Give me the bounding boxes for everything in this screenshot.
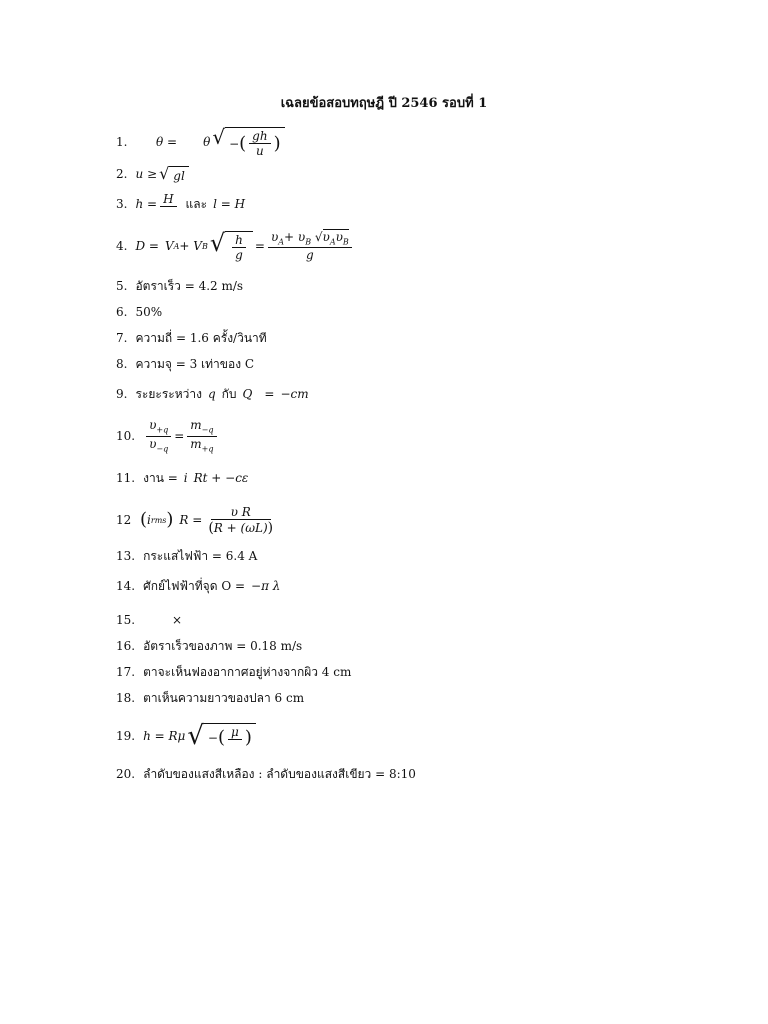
math-expression: gl xyxy=(169,166,189,183)
text: กับ xyxy=(221,386,237,401)
math-expression: h = Rμ xyxy=(143,729,186,743)
math-expression: −cm xyxy=(280,387,309,401)
item-number: 4. xyxy=(116,239,128,253)
denominator: u xyxy=(256,144,264,158)
answer-5 xyxy=(116,276,243,296)
denominator: (R + (ωL)) xyxy=(208,519,274,536)
subscript: +q xyxy=(156,425,169,435)
denominator: g xyxy=(306,248,314,263)
item-number: 7. xyxy=(116,331,128,345)
answer-17 xyxy=(116,662,351,682)
answer-text: ตาจะเห็นฟองอากาศอยู่ห่างจากผิว 4 cm xyxy=(143,664,352,679)
item-number: 8. xyxy=(116,357,128,371)
square-root: √ − ( μ ) xyxy=(187,723,256,749)
math-expression: Rt + −cε xyxy=(193,471,249,485)
math-expression: υ xyxy=(322,229,330,244)
item-number: 5. xyxy=(116,279,128,293)
answer-text: กระแสไฟฟ้า = 6.4 A xyxy=(143,548,258,563)
answer-20 xyxy=(116,764,416,784)
fraction xyxy=(228,726,242,749)
answer-10 xyxy=(116,418,220,454)
item-number: 9. xyxy=(116,387,128,401)
text: ศักย์ไฟฟ้าที่จุด O = xyxy=(143,578,246,593)
answer-14 xyxy=(116,576,280,596)
answer-16 xyxy=(116,636,302,656)
answer-6 xyxy=(116,302,162,322)
math-expression: i xyxy=(183,471,188,485)
item-number: 14. xyxy=(116,579,136,593)
text: ระยะระหว่าง xyxy=(135,386,202,401)
answer-text: ตาเห็นความยาวของปลา 6 cm xyxy=(143,690,305,705)
answer-text: ความถี่ = 1.6 ครั้ง/วินาที xyxy=(135,330,267,345)
answer-4 xyxy=(116,228,355,264)
subscript: −q xyxy=(156,443,169,453)
numerator: gh xyxy=(249,130,270,144)
denominator: g xyxy=(235,248,243,262)
answer-2 xyxy=(116,164,191,184)
fraction xyxy=(187,419,216,453)
math-expression: m xyxy=(190,436,202,451)
answer-text: ลำดับของแสงสีเหลือง : ลำดับของแสงสีเขียว = 8:10 xyxy=(143,766,416,781)
math-expression: i xyxy=(147,513,151,527)
item-number: 12 xyxy=(116,513,132,527)
answer-8 xyxy=(116,354,254,374)
math-expression: q xyxy=(207,387,216,401)
square-root: √ gl xyxy=(159,166,189,183)
math-expression: R + (ωL) xyxy=(213,520,268,535)
item-number: 20. xyxy=(116,767,136,781)
subscript: A xyxy=(329,237,336,247)
math-expression: Q xyxy=(242,387,253,401)
item-number: 15. xyxy=(116,613,136,627)
math-expression: + V xyxy=(179,239,202,253)
math-expression: υ xyxy=(335,229,343,244)
numerator: H xyxy=(160,193,176,207)
fraction xyxy=(205,506,276,535)
math-expression: h = xyxy=(135,197,158,211)
subscript: +q xyxy=(201,443,214,453)
math-expression: R = xyxy=(179,513,203,527)
answer-text: อัตราเร็ว = 4.2 m/s xyxy=(135,278,244,293)
math-expression: + υ xyxy=(284,229,306,244)
math-expression: V xyxy=(164,239,174,253)
page-title: เฉลยข้อสอบทฤษฎี ปี 2546 รอบที่ 1 xyxy=(280,96,488,111)
math-expression: − xyxy=(207,730,218,745)
fraction xyxy=(146,419,171,453)
math-expression: υ xyxy=(149,436,157,451)
item-number: 19. xyxy=(116,729,136,743)
math-expression: − xyxy=(229,136,240,151)
math-expression: D = xyxy=(135,239,159,253)
math-expression: υ xyxy=(149,418,157,433)
answer-9 xyxy=(116,384,309,404)
answer-3 xyxy=(116,192,245,216)
answer-18 xyxy=(116,688,304,708)
item-number: 2. xyxy=(116,167,128,181)
fraction xyxy=(249,130,270,157)
math-expression: u ≥ xyxy=(135,167,158,181)
answer-1 xyxy=(116,125,287,158)
numerator: μ xyxy=(228,726,242,740)
text: และ xyxy=(185,196,208,211)
fraction xyxy=(160,193,176,216)
answer-7 xyxy=(116,328,267,348)
item-number: 1. xyxy=(116,135,128,149)
subscript: A xyxy=(173,241,180,251)
answer-11 xyxy=(116,468,248,488)
answer-19 xyxy=(116,716,258,756)
subscript: rms xyxy=(150,515,167,525)
math-expression: θ = xyxy=(156,135,178,149)
numerator: υ R xyxy=(211,506,271,520)
square-root: √ $\frac{h}{g}$ xyxy=(210,231,253,261)
answer-15 xyxy=(116,610,182,630)
item-number: 6. xyxy=(116,305,128,319)
math-expression: l = H xyxy=(213,197,246,211)
item-number: 3. xyxy=(116,197,128,211)
subscript: B xyxy=(342,237,349,247)
numerator: h xyxy=(232,234,246,248)
answer-12: 12 ( i rms ) R = $\frac{\text{υ R}}{(R + (\omega L))}$ xyxy=(116,500,279,540)
math-expression: = xyxy=(174,429,185,443)
answer-text: 50% xyxy=(135,305,163,319)
item-number: 16. xyxy=(116,639,136,653)
square-root: √ − ( $\frac{gh}{u}$ ) xyxy=(212,127,284,157)
subscript: B xyxy=(201,241,208,251)
answer-13 xyxy=(116,546,257,566)
math-expression: υ xyxy=(270,229,279,244)
item-number: 18. xyxy=(116,691,136,705)
text: งาน = xyxy=(143,470,178,485)
numerator: $\upsilon_A+ \upsilon_B$ $√\upsilon_A\upsilon_B$ xyxy=(268,231,352,248)
subscript: B xyxy=(305,237,312,247)
math-expression: × xyxy=(172,613,183,627)
answer-text: อัตราเร็วของภาพ = 0.18 m/s xyxy=(143,638,303,653)
math-expression: θ xyxy=(203,135,211,149)
answer-text: ความจุ = 3 เท่าของ C xyxy=(135,356,255,371)
math-expression: = xyxy=(264,387,275,401)
item-number: 10. xyxy=(116,429,136,443)
math-expression: = xyxy=(254,239,265,253)
item-number: 11. xyxy=(116,471,136,485)
item-number: 17. xyxy=(116,665,136,679)
math-expression: −π λ xyxy=(251,579,281,593)
item-number: 13. xyxy=(116,549,136,563)
subscript: −q xyxy=(201,425,214,435)
subscript: A xyxy=(278,237,285,247)
math-expression: m xyxy=(190,418,202,433)
fraction xyxy=(232,234,246,261)
fraction xyxy=(268,231,352,261)
